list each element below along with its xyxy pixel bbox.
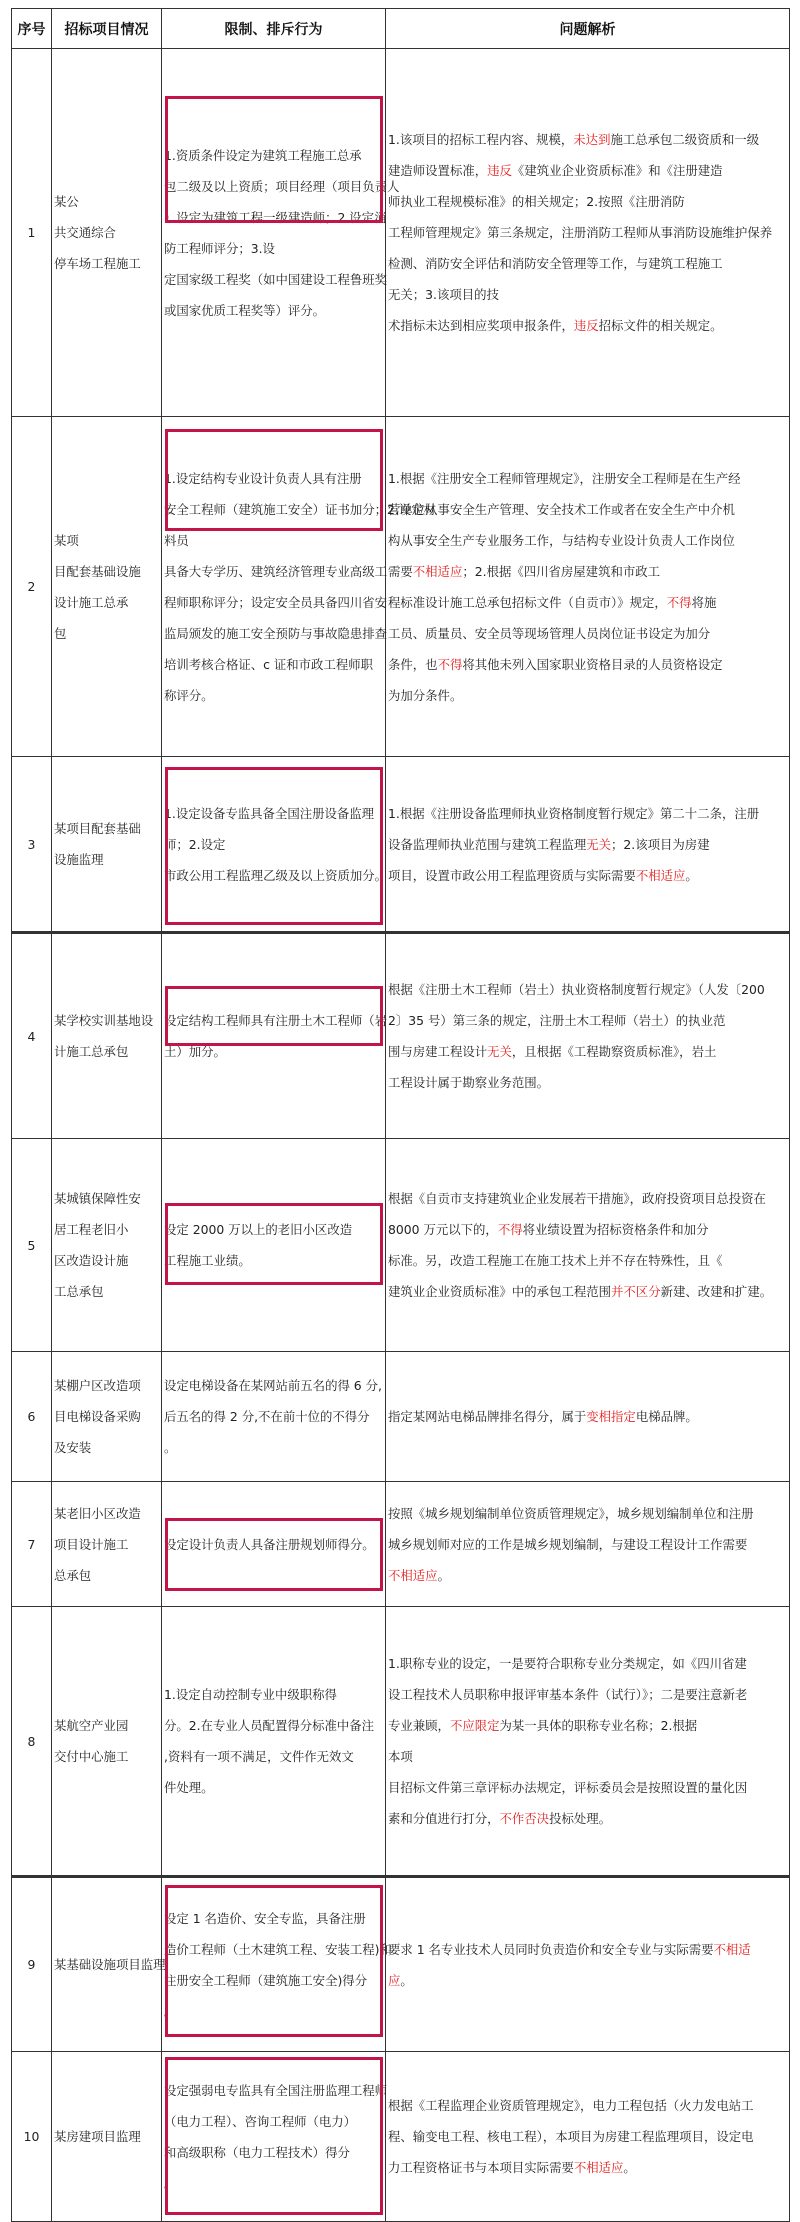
analysis-text: 。 xyxy=(623,2160,636,2175)
analysis-text: 将施 xyxy=(691,594,717,610)
project-line: 某学校实训基地设 xyxy=(54,1013,154,1028)
row-analysis xyxy=(386,757,790,933)
analysis-highlight-text: 违反 xyxy=(573,318,599,333)
row-analysis xyxy=(386,2052,790,2222)
analysis-text: ，且根据《工程勘察资质标准》，岩土 xyxy=(511,1044,717,1059)
analysis-text: 程标准设计施工总承包招标文件（自贡市）》规定， xyxy=(388,594,667,610)
restriction-line: 造价工程师（土木建筑工程、安装工程)和 xyxy=(164,1941,392,1957)
analysis-highlight-text: 不相适 xyxy=(713,1941,751,1957)
analysis-highlight-text: 无关 xyxy=(586,836,612,852)
analysis-line xyxy=(388,1067,787,1098)
row-index: 1 xyxy=(12,49,52,417)
restriction-text xyxy=(164,1005,388,1067)
analysis-line xyxy=(388,1710,787,1741)
restriction-line: 。 xyxy=(164,2175,177,2191)
restriction-line: 。 xyxy=(164,1440,177,1455)
row-analysis xyxy=(386,49,790,417)
analysis-line xyxy=(388,463,787,494)
analysis-highlight-text: 不得 xyxy=(666,594,692,610)
project-line: 计施工总承包 xyxy=(54,1044,129,1059)
analysis-highlight-text: 不相适应 xyxy=(573,2160,624,2175)
analysis-text: 电梯品牌。 xyxy=(635,1409,698,1424)
row-index: 3 xyxy=(12,757,52,933)
analysis-text: 师执业工程规模标准》的相关规定；2.按照《注册消防 xyxy=(388,194,685,209)
analysis-text: 8000 万元以下的， xyxy=(388,1222,498,1237)
analysis-line xyxy=(388,618,787,649)
table-row xyxy=(12,933,790,1139)
analysis-text: 2〕35 号）第三条的规定，注册土木工程师（岩土）的执业范 xyxy=(388,1013,726,1028)
restriction-line: 设定 2000 万以上的老旧小区改造 xyxy=(164,1222,353,1237)
project-line: 交付中心施工 xyxy=(54,1749,129,1764)
restriction-line: 安全工程师（建筑施工安全）证书加分；2.设定材 xyxy=(164,501,437,517)
restriction-line: 程师职称评分；设定安全员具备四川省安 xyxy=(164,594,388,610)
row-analysis xyxy=(386,1352,790,1482)
analysis-text: 为加分条件。 xyxy=(388,687,463,703)
analysis-line xyxy=(388,829,787,860)
analysis-line xyxy=(388,1965,787,1996)
project-line: 某项 xyxy=(54,532,79,548)
project-line: 设计施工总承 xyxy=(54,594,129,610)
analysis-highlight-text: 不相适应 xyxy=(388,1567,438,1583)
analysis-text: 项目，设置市政公用工程监理资质与实际需要 xyxy=(388,867,636,883)
analysis-line xyxy=(388,680,787,711)
restriction-line: 具备大专学历、建筑经济管理专业高级工 xyxy=(164,563,388,579)
analysis-line xyxy=(388,1183,787,1214)
row-restriction xyxy=(162,2052,386,2222)
table-row xyxy=(12,757,790,933)
restriction-line: 设定设计负责人具备注册规划师得分。 xyxy=(164,1536,375,1552)
analysis-line xyxy=(388,974,787,1005)
analysis-text: 《建筑业企业资质标准》和《注册建造 xyxy=(511,163,723,178)
restriction-line: 1.资质条件设定为建筑工程施工总承 xyxy=(164,147,362,163)
analysis-text: 投标处理。 xyxy=(549,1811,612,1826)
row-project xyxy=(52,1139,162,1352)
analysis-line xyxy=(388,1772,787,1803)
row-analysis xyxy=(386,1482,790,1607)
analysis-line xyxy=(388,1648,787,1679)
analysis-line xyxy=(388,649,787,680)
analysis-text: 需要 xyxy=(388,563,413,579)
row-project xyxy=(52,2052,162,2222)
analysis-line xyxy=(388,1934,787,1965)
project-line: 某老旧小区改造 xyxy=(54,1505,141,1521)
analysis-line xyxy=(388,310,787,341)
restriction-line: ,资料有一项不满足，文件作无效文 xyxy=(164,1749,354,1764)
analysis-text: 1.根据《注册安全工程师管理规定》，注册安全工程师是在生产经 xyxy=(388,470,741,486)
analysis-line xyxy=(388,1401,787,1432)
analysis-line xyxy=(388,494,787,525)
analysis-line xyxy=(388,186,787,217)
analysis-text: 为某一具体的职称专业名称；2.根据 xyxy=(499,1718,698,1733)
analysis-text: 招标文件的相关规定。 xyxy=(598,318,723,333)
restriction-line: 监局颁发的施工安全预防与事故隐患排查 xyxy=(164,625,388,641)
analysis-text: 工程设计属于勘察业务范围。 xyxy=(388,1075,550,1090)
project-line: 某城镇保障性安 xyxy=(54,1191,141,1206)
restriction-text xyxy=(164,2075,388,2199)
restriction-line: 分。2.在专业人员配置得分标准中备注 xyxy=(164,1718,375,1733)
row-index: 2 xyxy=(12,417,52,757)
analysis-text: 新建、改建和扩建。 xyxy=(660,1284,773,1299)
analysis-text: 力工程资格证书与本项目实际需要 xyxy=(388,2160,574,2175)
restriction-line: 设定结构工程师具有注册土木工程师（岩 xyxy=(164,1013,388,1028)
analysis-text: 1.职称专业的设定，一是要符合职称专业分类规定，如《四川省建 xyxy=(388,1656,747,1671)
analysis-highlight-text: 违反 xyxy=(487,163,512,178)
analysis-highlight-text: 不得 xyxy=(497,1222,523,1237)
analysis-line xyxy=(388,248,787,279)
restriction-line: 。 xyxy=(164,2003,177,2019)
analysis-line xyxy=(388,1498,787,1529)
restriction-line: 1.设定自动控制专业中级职称得 xyxy=(164,1687,337,1702)
header-analysis: 问题解析 xyxy=(386,9,790,49)
restriction-line: ）设定为建筑工程一级建造师；2.设定消 xyxy=(164,209,387,225)
analysis-text: 。 xyxy=(437,1567,450,1583)
restriction-line: 包二级及以上资质；项目经理（项目负责人 xyxy=(164,178,400,194)
analysis-line xyxy=(388,2090,787,2121)
analysis-line xyxy=(388,2152,787,2183)
project-line: 某航空产业园 xyxy=(54,1718,129,1733)
analysis-line xyxy=(388,860,787,891)
table-header-row xyxy=(12,9,790,49)
row-project xyxy=(52,757,162,933)
project-line: 目电梯设备采购 xyxy=(54,1409,141,1424)
restriction-line: 设定 1 名造价、安全专监，具备注册 xyxy=(164,1910,366,1926)
analysis-text: 要求 1 名专业技术人员同时负责造价和安全专业与实际需要 xyxy=(388,1941,714,1957)
analysis-text: 建造师设置标准， xyxy=(388,163,488,178)
analysis-text: 本项 xyxy=(388,1749,413,1764)
analysis-highlight-text: 未达到 xyxy=(573,132,611,147)
analysis-text: 围与房建工程设计 xyxy=(388,1044,488,1059)
project-line: 区改造设计施 xyxy=(54,1253,129,1268)
restriction-analysis-table xyxy=(11,8,790,2222)
row-project xyxy=(52,933,162,1139)
header-index: 序号 xyxy=(12,9,52,49)
row-index: 6 xyxy=(12,1352,52,1482)
row-analysis xyxy=(386,1139,790,1352)
analysis-highlight-text: 并不区分 xyxy=(611,1284,661,1299)
restriction-line: （电力工程）、咨询工程师（电力） xyxy=(164,2113,357,2129)
analysis-line xyxy=(388,798,787,829)
restriction-line: 设定强弱电专监具有全国注册监理工程师 xyxy=(164,2082,388,2098)
analysis-text: 施工总承包二级资质和一级 xyxy=(610,132,760,147)
analysis-highlight-text: 无关 xyxy=(487,1044,512,1059)
analysis-text: 根据《工程监理企业资质管理规定》，电力工程包括（火力发电站工 xyxy=(388,2098,754,2113)
project-line: 设施监理 xyxy=(54,852,104,867)
analysis-line xyxy=(388,1276,787,1307)
row-index: 9 xyxy=(12,1877,52,2052)
restriction-text xyxy=(164,798,388,891)
analysis-line xyxy=(388,1005,787,1036)
restriction-line: 1.设定设备专监具备全国注册设备监理 xyxy=(164,805,375,821)
analysis-text: ；2.该项目为房建 xyxy=(611,836,710,852)
restriction-line: 和高级职称（电力工程技术）得分 xyxy=(164,2144,350,2160)
row-index: 8 xyxy=(12,1607,52,1877)
row-project xyxy=(52,49,162,417)
project-line: 包 xyxy=(54,625,67,641)
row-restriction xyxy=(162,1482,386,1607)
analysis-text: 构从事安全生产专业服务工作，与结构专业设计负责人工作岗位 xyxy=(388,532,735,548)
analysis-highlight-text: 应 xyxy=(388,1972,401,1988)
analysis-line xyxy=(388,155,787,186)
analysis-text: 设备监理师执业范围与建筑工程监理 xyxy=(388,836,587,852)
row-index: 10 xyxy=(12,2052,52,2222)
table-row xyxy=(12,2052,790,2222)
project-line: 及安装 xyxy=(54,1440,92,1455)
analysis-line xyxy=(388,556,787,587)
row-project xyxy=(52,1607,162,1877)
row-restriction xyxy=(162,1352,386,1482)
analysis-text: 将业绩设置为招标资格条件和加分 xyxy=(522,1222,709,1237)
analysis-line xyxy=(388,1741,787,1772)
project-line: 某公 xyxy=(54,194,79,209)
row-restriction xyxy=(162,933,386,1139)
restriction-text xyxy=(164,1529,383,1560)
restriction-line: 称评分。 xyxy=(164,687,214,703)
row-index: 4 xyxy=(12,933,52,1139)
analysis-line xyxy=(388,124,787,155)
restriction-line: 市政公用工程监理乙级及以上资质加分。 xyxy=(164,867,388,883)
analysis-line xyxy=(388,1679,787,1710)
analysis-text: 将其他未列入国家职业资格目录的人员资格设定 xyxy=(462,656,723,672)
analysis-line xyxy=(388,1529,787,1560)
row-analysis xyxy=(386,933,790,1139)
restriction-text xyxy=(164,1903,392,2027)
analysis-text: 。 xyxy=(400,1972,413,1988)
analysis-text: 建筑业企业资质标准》中的承包工程范围 xyxy=(388,1284,612,1299)
row-restriction xyxy=(162,1139,386,1352)
row-restriction xyxy=(162,1607,386,1877)
analysis-line xyxy=(388,1803,787,1834)
restriction-text xyxy=(164,1214,383,1276)
table-row xyxy=(12,417,790,757)
analysis-highlight-text: 不应限定 xyxy=(449,1718,500,1733)
restriction-line: 注册安全工程师（建筑施工安全)得分 xyxy=(164,1972,368,1988)
row-project xyxy=(52,1352,162,1482)
row-index: 7 xyxy=(12,1482,52,1607)
restriction-text xyxy=(164,1679,383,1803)
row-restriction xyxy=(162,1877,392,2052)
analysis-text: 专业兼顾， xyxy=(388,1718,450,1733)
analysis-highlight-text: 不得 xyxy=(437,656,463,672)
row-project xyxy=(52,1877,166,2052)
row-restriction xyxy=(162,49,400,417)
row-project xyxy=(52,1482,162,1607)
project-line: 某棚户区改造项 xyxy=(54,1378,141,1393)
analysis-text: 术指标未达到相应奖项申报条件， xyxy=(388,318,574,333)
restriction-line: 培训考核合格证、c 证和市政工程师职 xyxy=(164,656,374,672)
project-line: 居工程老旧小 xyxy=(54,1222,129,1237)
analysis-text: 工程师管理规定》第三条规定，注册消防工程师从事消防设施维护保养 xyxy=(388,225,773,240)
analysis-highlight-text: 变相指定 xyxy=(586,1409,636,1424)
restriction-line: 或国家优质工程奖等）评分。 xyxy=(164,302,326,318)
restriction-line: 师；2.设定 xyxy=(164,836,226,852)
analysis-text: 根据《自贡市支持建筑业企业发展若干措施》，政府投资项目总投资在 xyxy=(388,1191,766,1206)
project-line: 共交通综合 xyxy=(54,225,116,240)
restriction-line: 设定电梯设备在某网站前五名的得 6 分, xyxy=(164,1378,382,1393)
project-line: 停车场工程施工 xyxy=(54,256,141,271)
analysis-highlight-text: 不相适应 xyxy=(412,563,463,579)
analysis-text: 条件，也 xyxy=(388,656,438,672)
restriction-line: 件处理。 xyxy=(164,1780,214,1795)
project-line: 某房建项目监理 xyxy=(54,2129,141,2144)
restriction-line: 定国家级工程奖（如中国建设工程鲁班奖 xyxy=(164,271,388,287)
analysis-line xyxy=(388,1214,787,1245)
analysis-text: 工员、质量员、安全员等现场管理人员岗位证书设定为加分 xyxy=(388,625,711,641)
analysis-line xyxy=(388,1036,787,1067)
row-project xyxy=(52,417,162,757)
analysis-text: 标准。另，改造工程施工在施工技术上并不存在特殊性，且《 xyxy=(388,1253,723,1268)
analysis-line xyxy=(388,1560,787,1591)
table-row xyxy=(12,1482,790,1607)
table-row xyxy=(12,1139,790,1352)
analysis-text: 无关；3.该项目的技 xyxy=(388,287,499,302)
row-restriction xyxy=(162,757,386,933)
table-row xyxy=(12,1607,790,1877)
table-row xyxy=(12,49,790,417)
analysis-line xyxy=(388,1245,787,1276)
row-analysis xyxy=(386,1607,790,1877)
analysis-text: 程、输变电工程、核电工程），本项目为房建工程监理项目，设定电 xyxy=(388,2129,754,2144)
row-analysis xyxy=(386,1877,790,2052)
analysis-text: 目招标文件第三章评标办法规定，评标委员会是按照设置的量化因 xyxy=(388,1780,748,1795)
restriction-line: 料员 xyxy=(164,532,189,548)
analysis-text: 指定某网站电梯品牌排名得分，属于 xyxy=(388,1409,587,1424)
analysis-line xyxy=(388,525,787,556)
analysis-text: 。 xyxy=(685,867,698,883)
analysis-text: 营单位从事安全生产管理、安全技术工作或者在安全生产中介机 xyxy=(388,501,735,517)
analysis-line xyxy=(388,279,787,310)
header-restriction: 限制、排斥行为 xyxy=(162,9,386,49)
restriction-line: 1.设定结构专业设计负责人具有注册 xyxy=(164,470,362,486)
analysis-text: 按照《城乡规划编制单位资质管理规定》，城乡规划编制单位和注册 xyxy=(388,1505,754,1521)
restriction-line: 土）加分。 xyxy=(164,1044,226,1059)
analysis-text: 1.该项目的招标工程内容、规模， xyxy=(388,132,574,147)
table-row xyxy=(12,1352,790,1482)
project-line: 某基础设施项目监理 xyxy=(54,1957,166,1972)
analysis-text: 城乡规划师对应的工作是城乡规划编制，与建设工程设计工作需要 xyxy=(388,1536,748,1552)
analysis-text: 检测、消防安全评估和消防安全管理等工作，与建筑工程施工 xyxy=(388,256,723,271)
analysis-text: 根据《注册土木工程师（岩土）执业资格制度暂行规定》（人发〔200 xyxy=(388,982,765,997)
project-line: 目配套基础设施 xyxy=(54,563,141,579)
row-analysis xyxy=(386,417,790,757)
table-row xyxy=(12,1877,790,2052)
analysis-text: ；2.根据《四川省房屋建筑和市政工 xyxy=(462,563,661,579)
restriction-text xyxy=(164,1370,383,1463)
project-line: 项目设计施工 xyxy=(54,1536,129,1552)
analysis-line xyxy=(388,217,787,248)
analysis-highlight-text: 不作否决 xyxy=(499,1811,550,1826)
analysis-text: 素和分值进行打分， xyxy=(388,1811,500,1826)
restriction-text xyxy=(164,140,400,326)
restriction-line: 工程施工业绩。 xyxy=(164,1253,251,1268)
restriction-line: 防工程师评分；3.设 xyxy=(164,240,275,256)
header-project: 招标项目情况 xyxy=(52,9,162,49)
analysis-line xyxy=(388,2121,787,2152)
analysis-text: 设工程技术人员职称申报评审基本条件（试行）》；二是要注意新老 xyxy=(388,1687,748,1702)
project-line: 某项目配套基础 xyxy=(54,821,141,836)
analysis-highlight-text: 不相适应 xyxy=(635,867,686,883)
analysis-text: 1.根据《注册设备监理师执业资格制度暂行规定》第二十二条，注册 xyxy=(388,805,760,821)
project-line: 总承包 xyxy=(54,1567,92,1583)
restriction-line: 后五名的得 2 分,不在前十位的不得分 xyxy=(164,1409,370,1424)
analysis-line xyxy=(388,587,787,618)
row-index: 5 xyxy=(12,1139,52,1352)
project-line: 工总承包 xyxy=(54,1284,104,1299)
